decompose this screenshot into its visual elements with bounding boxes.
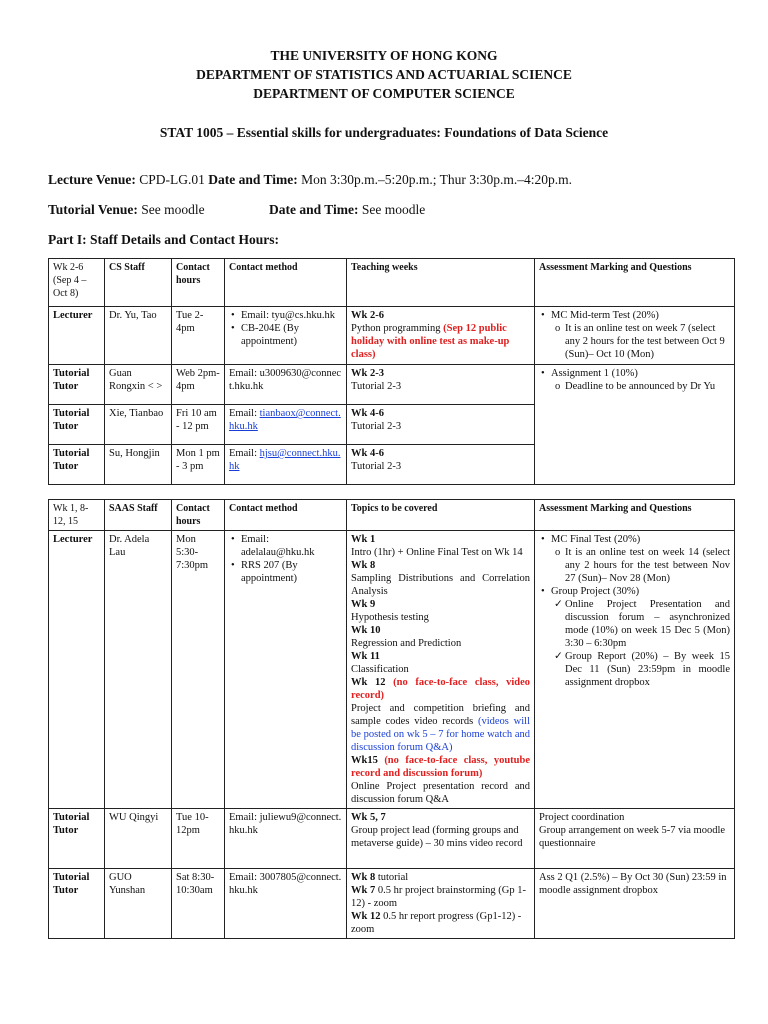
table-row <box>49 365 735 405</box>
assessment-detail: o It is an online test on week 7 (select any 2 hours for the test between Oct 9 (Sun)– Oct 10 (Mon) <box>565 322 730 361</box>
contact-hours: Tue 10-12pm <box>172 809 225 869</box>
tutorial-datetime-line <box>269 201 425 219</box>
table-header-row <box>49 500 735 531</box>
week-label: Wk 10 <box>351 625 381 636</box>
week-label: Wk 8 <box>351 560 376 571</box>
assessment <box>535 307 735 365</box>
topic-plain: Project and competition briefing and sample codes video records <box>351 703 530 727</box>
assessment-item <box>551 533 730 585</box>
assessment-label: MC Mid-term Test (20%) <box>551 310 659 321</box>
contact-method <box>225 445 347 485</box>
topic-text: Intro (1hr) + Online Final Test on Wk 14 <box>351 547 523 558</box>
topic-text <box>351 322 530 361</box>
contact-hours: Tue 2-4pm <box>172 307 225 365</box>
assessment-header: Assessment Marking and Questions <box>535 259 735 307</box>
email-link[interactable]: tianbaox@connect.hku.hk <box>229 408 341 432</box>
week-label: Wk 8 <box>351 872 376 883</box>
contact-email: • Email: tyu@cs.hku.hk <box>241 309 342 322</box>
topic-text: Sampling Distributions and Correlation Analysis <box>351 573 530 597</box>
contact-label: Email: <box>229 408 260 419</box>
table-row <box>49 531 735 809</box>
week15-heading <box>351 754 530 780</box>
contact-hours-header: Contact hours <box>172 259 225 307</box>
contact-email: • Email: adelalau@hku.hk <box>241 533 342 559</box>
assessment <box>535 809 735 869</box>
contact-hours-header: Contact hours <box>172 500 225 531</box>
cs-staff-table <box>48 258 735 485</box>
assessment-line: Project coordination <box>539 812 625 823</box>
contact-method-header: Contact method <box>225 500 347 531</box>
table-row <box>49 809 735 869</box>
contact-method <box>225 531 347 809</box>
week-label: Wk 2-3 <box>351 368 384 379</box>
assessment-item <box>551 309 730 361</box>
teaching-weeks <box>347 365 535 405</box>
department-title-stats: DEPARTMENT OF STATISTICS AND ACTUARIAL SCIENCE <box>196 67 572 82</box>
contact-method: Email: 3007805@connect.hku.hk <box>225 869 347 939</box>
assessment-label: MC Final Test (20%) <box>551 534 641 545</box>
assessment-label: Group Project (30%) <box>551 586 640 597</box>
contact-method: Email: juliewu9@connect.hku.hk <box>225 809 347 869</box>
university-title: THE UNIVERSITY OF HONG KONG <box>270 48 498 63</box>
department-title-cs: DEPARTMENT OF COMPUTER SCIENCE <box>253 86 515 101</box>
lecture-datetime-value: Mon 3:30p.m.–5:20p.m.; Thur 3:30p.m.–4:20p.m. <box>297 172 573 187</box>
staff-name: Guan Rongxin < > <box>105 365 172 405</box>
email-link[interactable]: hjsu@connect.hku.hk <box>229 448 341 472</box>
role-cell: Tutorial Tutor <box>49 365 105 405</box>
week-label: Wk 2-6 <box>351 310 384 321</box>
lecture-venue-label: Lecture Venue: <box>48 172 136 187</box>
week-label: Wk 11 <box>351 651 380 662</box>
role-cell: Tutorial Tutor <box>49 445 105 485</box>
staff-header: CS Staff <box>105 259 172 307</box>
week-label: Wk 5, 7 <box>351 812 386 823</box>
table-row <box>49 307 735 365</box>
assessment: Ass 2 Q1 (2.5%) – By Oct 30 (Sun) 23:59 in moodle assignment dropbox <box>535 869 735 939</box>
week-label: Wk 7 <box>351 885 376 896</box>
contact-hours: Sat 8:30-10:30am <box>172 869 225 939</box>
tutorial-datetime-value: See moodle <box>358 202 426 217</box>
week12-heading <box>351 676 530 702</box>
topic-plain: tutorial <box>375 872 409 883</box>
contact-hours: Web 2pm-4pm <box>172 365 225 405</box>
assessment-detail: ✓ Online Project Presentation and discussion forum – asynchronized mode (10%) on week 15 Dec 5 (Mon) 3:30 – 6:30pm <box>565 598 730 650</box>
table-header-row <box>49 259 735 307</box>
week-label: Wk 4-6 <box>351 448 384 459</box>
week-range-header: Wk 1, 8-12, 15 <box>49 500 105 531</box>
contact-label: Email: <box>229 448 260 459</box>
topic-note-blue: (videos will be posted on wk 5 – 7 for home watch and discussion forum Q&A) <box>351 716 530 753</box>
course-title: STAT 1005 – Essential skills for undergraduates: Foundations of Data Science <box>159 125 609 140</box>
topic-text: Online Project presentation record and discussion forum Q&A <box>351 781 530 805</box>
week-range-header: Wk 2-6 (Sep 4 – Oct 8) <box>49 259 105 307</box>
assessment-detail: o It is an online test on week 14 (select any 2 hours for the test between Nov 27 (Sun)– Nov 28 (Mon) <box>565 546 730 585</box>
topic-note-red: (Sep 12 public holiday with online test as make-up class) <box>351 323 510 360</box>
week-label: Wk 1 <box>351 534 376 545</box>
lecture-venue-line <box>48 171 572 189</box>
tutorial-venue-line <box>48 201 205 219</box>
table-row <box>49 869 735 939</box>
contact-hours: Mon 1 pm - 3 pm <box>172 445 225 485</box>
tutorial-venue-label: Tutorial Venue: <box>48 202 138 217</box>
topic-text: Classification <box>351 664 409 675</box>
assessment-item <box>551 367 730 393</box>
week-note-red: (no face-to-face class, video record) <box>351 677 530 701</box>
role-cell: Tutorial Tutor <box>49 869 105 939</box>
week-label: Wk 4-6 <box>351 408 384 419</box>
role-cell: Lecturer <box>49 531 105 809</box>
role-cell: Tutorial Tutor <box>49 809 105 869</box>
contact-method-header: Contact method <box>225 259 347 307</box>
contact-method: Email: u3009630@connect.hku.hk <box>225 365 347 405</box>
topic-line <box>351 871 530 884</box>
assessment-detail: o Deadline to be announced by Dr Yu <box>565 380 730 393</box>
assessment-line: Group arrangement on week 5-7 via moodle questionnaire <box>539 825 726 849</box>
topic-text <box>351 702 530 754</box>
contact-method <box>225 307 347 365</box>
teaching-weeks <box>347 445 535 485</box>
staff-name: Dr. Yu, Tao <box>105 307 172 365</box>
topic-text: Tutorial 2-3 <box>351 421 402 432</box>
assessment <box>535 531 735 809</box>
assessment-header: Assessment Marking and Questions <box>535 500 735 531</box>
staff-name: Su, Hongjin <box>105 445 172 485</box>
contact-method <box>225 405 347 445</box>
contact-office: • CB-204E (By appointment) <box>241 322 342 348</box>
assessment-label: Assignment 1 (10%) <box>551 368 638 379</box>
topic-plain: 0.5 hr report progress (Gp1-12) - zoom <box>351 911 522 935</box>
topics <box>347 531 535 809</box>
topics <box>347 869 535 939</box>
lecture-venue-value: CPD-LG.01 <box>135 172 209 187</box>
assessment-item <box>551 585 730 689</box>
week-note-red: (no face-to-face class, youtube record and discussion forum) <box>351 755 530 779</box>
assessment-detail: ✓ Group Report (20%) – By week 15 Dec 11 (Sun) 23:59pm in moodle assignment dropbox <box>565 650 730 689</box>
staff-header: SAAS Staff <box>105 500 172 531</box>
saas-staff-table <box>48 499 735 939</box>
lecture-datetime-label: Date and Time: <box>208 172 298 187</box>
topic-line <box>351 910 530 936</box>
teaching-weeks-header: Teaching weeks <box>347 259 535 307</box>
contact-hours: Fri 10 am - 12 pm <box>172 405 225 445</box>
role-cell: Tutorial Tutor <box>49 405 105 445</box>
topics-header: Topics to be covered <box>347 500 535 531</box>
topic-text: Regression and Prediction <box>351 638 462 649</box>
assessment <box>535 365 735 485</box>
contact-office: • RRS 207 (By appointment) <box>241 559 342 585</box>
teaching-weeks <box>347 405 535 445</box>
topic-text: Hypothesis testing <box>351 612 429 623</box>
week-label: Wk 12 <box>351 911 381 922</box>
contact-hours: Mon 5:30-7:30pm <box>172 531 225 809</box>
topic-line <box>351 884 530 910</box>
week-label: Wk 9 <box>351 599 376 610</box>
teaching-weeks <box>347 307 535 365</box>
tutorial-venue-value: See moodle <box>137 202 205 217</box>
staff-name: Xie, Tianbao <box>105 405 172 445</box>
part1-heading: Part I: Staff Details and Contact Hours: <box>48 232 279 247</box>
topic-text: Tutorial 2-3 <box>351 461 402 472</box>
topic-text: Group project lead (forming groups and metaverse guide) – 30 mins video record <box>351 825 523 849</box>
week-label: Wk15 <box>351 755 385 766</box>
tutorial-datetime-label: Date and Time: <box>269 202 359 217</box>
topic-plain: 0.5 hr project brainstorming (Gp 1-12) - zoom <box>351 885 526 909</box>
topic-text: Tutorial 2-3 <box>351 381 402 392</box>
week-label: Wk 12 <box>351 677 394 688</box>
topic-plain: Python programming <box>351 323 444 334</box>
staff-name: Dr. Adela Lau <box>105 531 172 809</box>
staff-name: GUO Yunshan <box>105 869 172 939</box>
role-cell: Lecturer <box>49 307 105 365</box>
staff-name: WU Qingyi <box>105 809 172 869</box>
topics <box>347 809 535 869</box>
